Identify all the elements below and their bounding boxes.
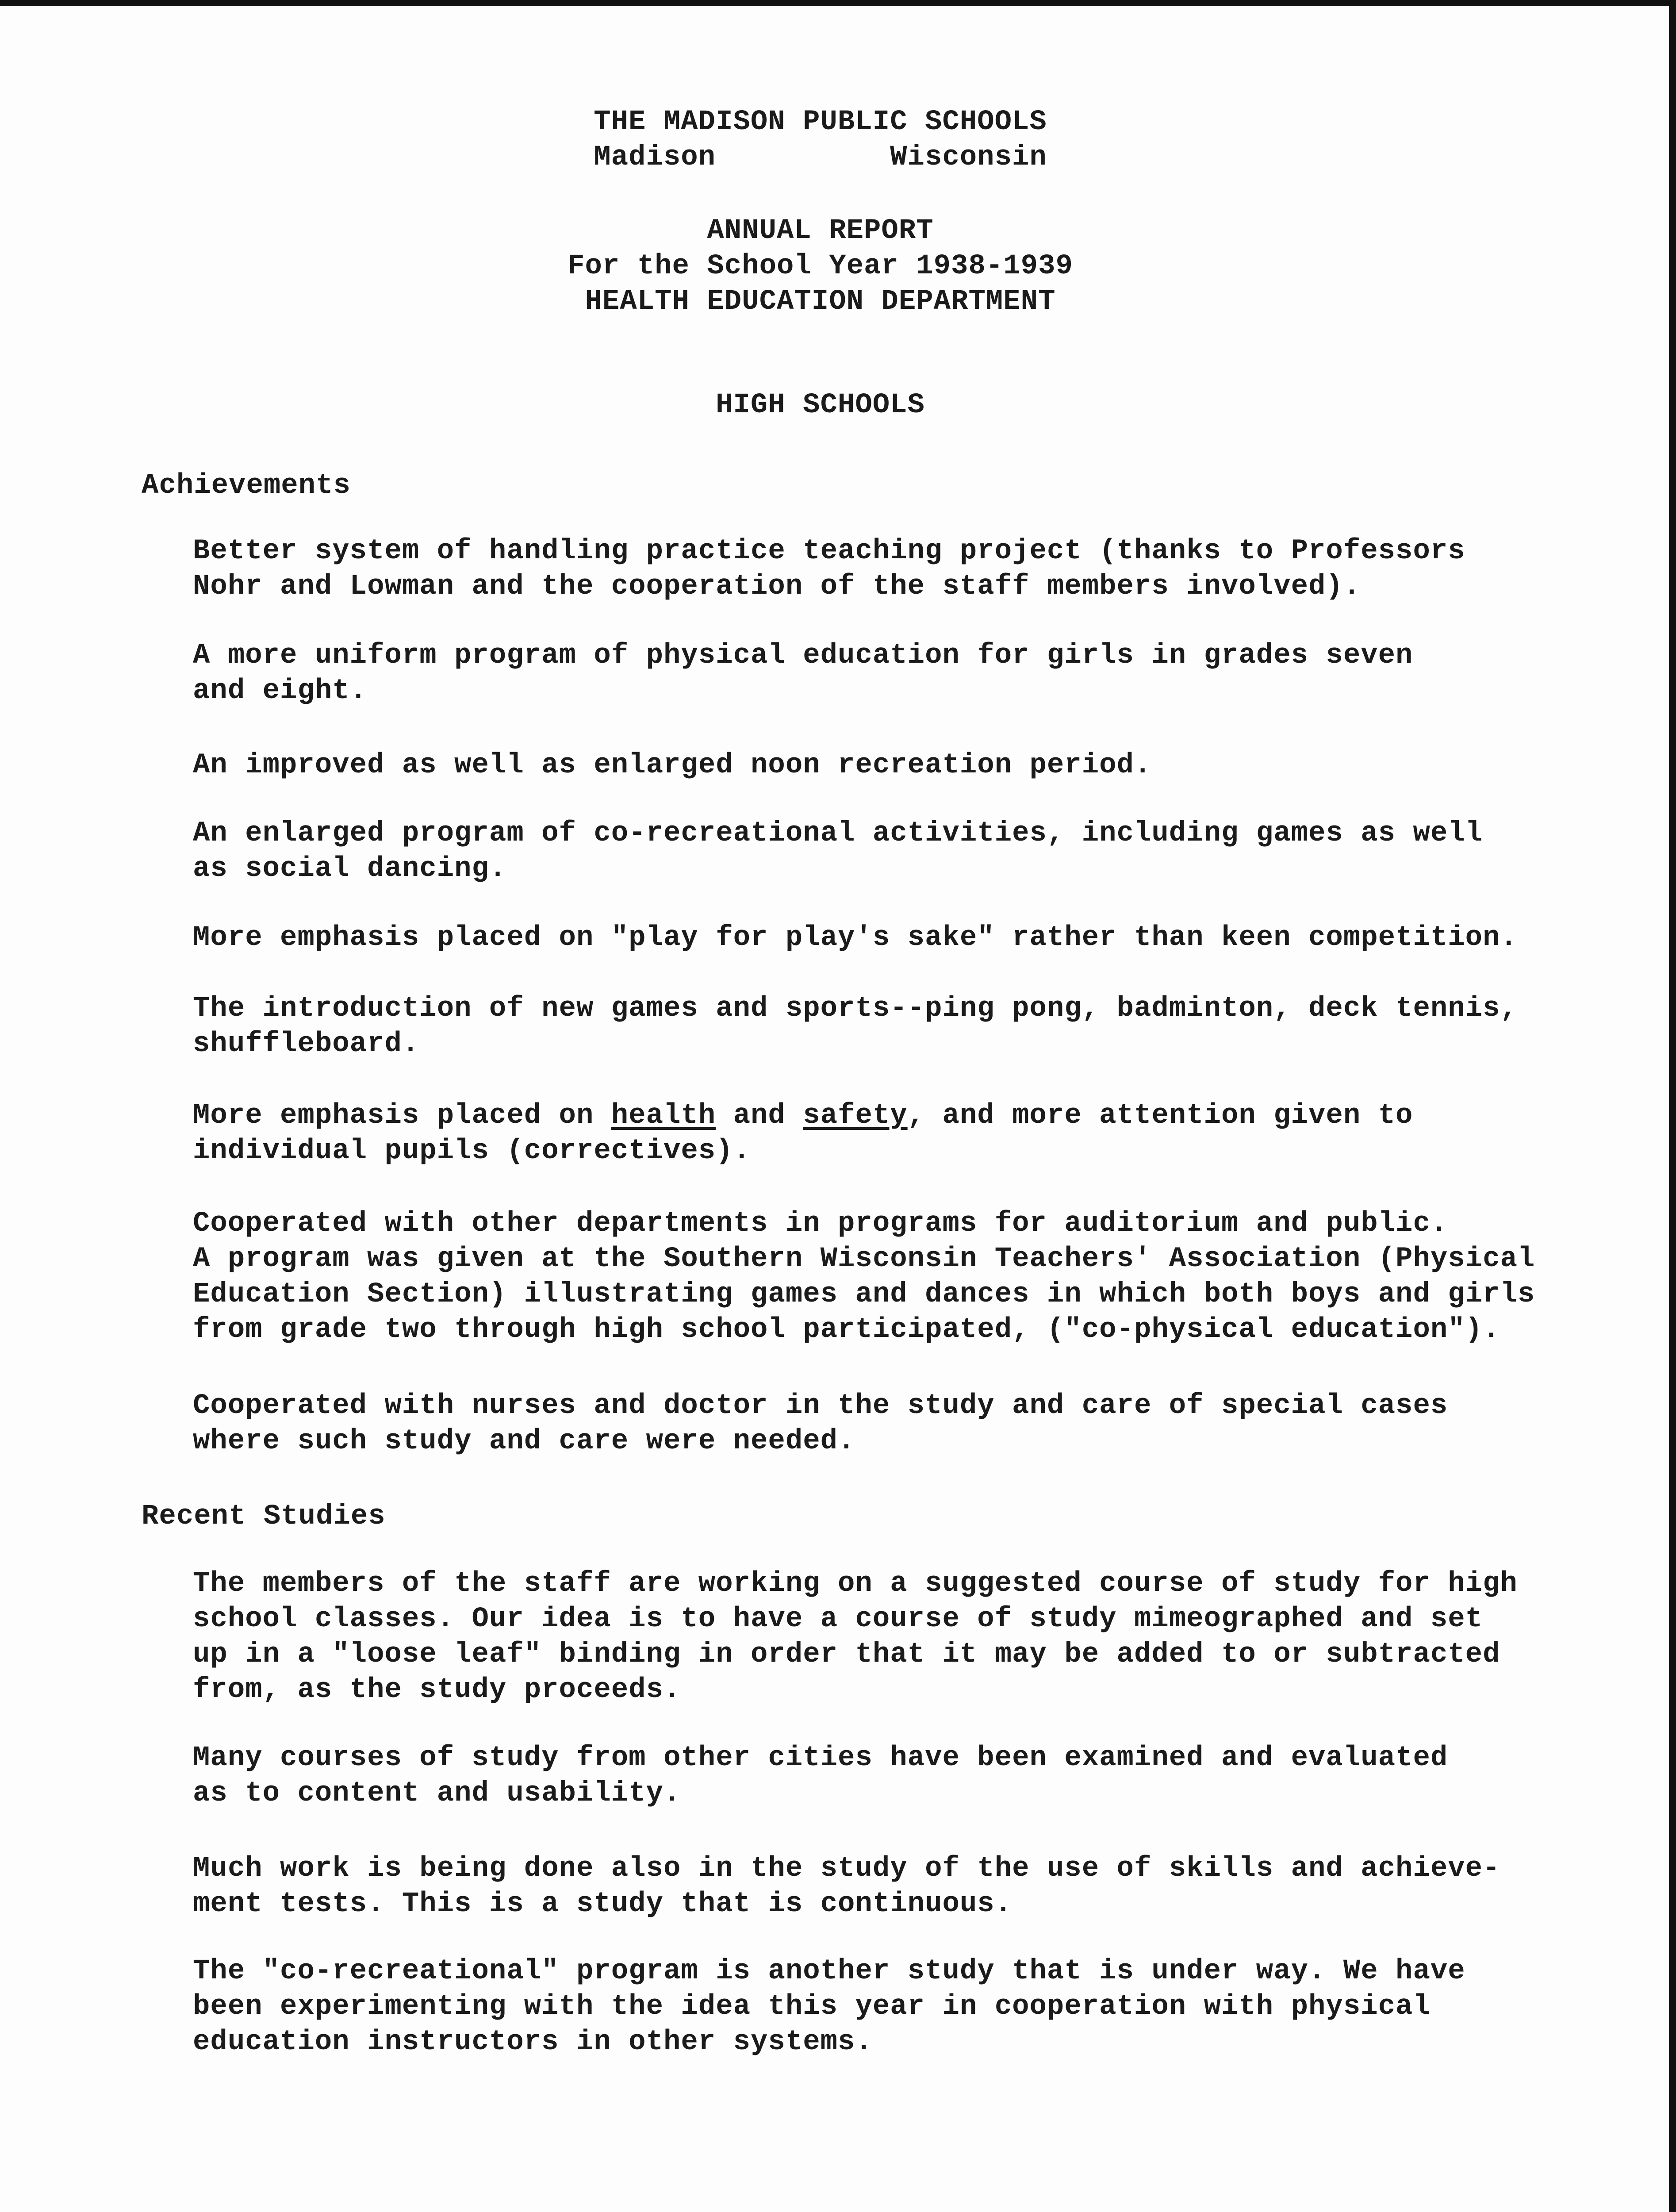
section-title: HIGH SCHOOLS	[716, 389, 925, 421]
text-fragment: , and more attention given to	[907, 1100, 1413, 1132]
achievement-paragraph-7	[193, 1098, 1608, 1169]
text-fragment: and	[716, 1100, 803, 1132]
section-title-block	[0, 388, 1658, 423]
paragraph-line: and eight.	[193, 675, 368, 707]
paragraph-line: education instructors in other systems.	[193, 2026, 873, 2058]
underlined-safety: safety	[803, 1100, 908, 1132]
paragraph-line: as social dancing.	[193, 853, 507, 885]
achievement-paragraph-1	[193, 534, 1608, 604]
achievement-paragraph-8	[193, 1206, 1608, 1348]
study-paragraph-4	[193, 1954, 1608, 2060]
paragraph-line: An improved as well as enlarged noon recreation period.	[193, 749, 1152, 781]
report-title: ANNUAL REPORT	[707, 215, 934, 247]
achievement-paragraph-9	[193, 1388, 1608, 1459]
paragraph-line: school classes. Our idea is to have a course of study mimeographed and set	[193, 1603, 1483, 1635]
paragraph-line: A program was given at the Southern Wisconsin Teachers' Association (Physical	[193, 1243, 1535, 1275]
paragraph-line: as to content and usability.	[193, 1778, 681, 1809]
achievement-paragraph-5	[193, 920, 1608, 956]
paragraph-line: Cooperated with other departments in programs for auditorium and public.	[193, 1208, 1448, 1240]
paragraph-line: Education Section) illustrating games and dances in which both boys and girls	[193, 1279, 1535, 1310]
paragraph-line: More emphasis placed on "play for play's sake" rather than keen competition.	[193, 922, 1518, 954]
paragraph-line: Many courses of study from other cities have been examined and evaluated	[193, 1742, 1448, 1774]
underlined-health: health	[611, 1100, 716, 1132]
letterhead	[0, 104, 1658, 175]
report-school-year: For the School Year 1938-1939	[568, 250, 1073, 282]
paragraph-line: shuffleboard.	[193, 1028, 420, 1060]
achievements-heading: Achievements	[142, 470, 351, 502]
text-fragment: More emphasis placed on	[193, 1100, 611, 1132]
paragraph-line: where such study and care were needed.	[193, 1425, 855, 1457]
achievement-paragraph-3	[193, 748, 1608, 783]
paragraph-line: Better system of handling practice teaching project (thanks to Professors	[193, 535, 1465, 567]
letterhead-location: Madison Wisconsin	[594, 142, 1047, 173]
achievement-paragraph-4	[193, 816, 1608, 887]
achievement-paragraph-2	[193, 638, 1608, 709]
paragraph-line: been experimenting with the idea this year in cooperation with physical	[193, 1991, 1431, 2023]
paragraph-line	[193, 1098, 1608, 1133]
paragraph-line: ment tests. This is a study that is continuous.	[193, 1888, 1013, 1920]
paragraph-line: The members of the staff are working on a suggested course of study for high	[193, 1568, 1518, 1600]
achievement-paragraph-6	[193, 991, 1608, 1062]
paragraph-line: from, as the study proceeds.	[193, 1674, 681, 1706]
paragraph-line: A more uniform program of physical education for girls in grades seven	[193, 640, 1413, 672]
paragraph-line: Cooperated with nurses and doctor in the study and care of special cases	[193, 1390, 1448, 1422]
recent-studies-heading: Recent Studies	[142, 1501, 386, 1532]
report-title-block	[0, 213, 1658, 319]
letterhead-school-name: THE MADISON PUBLIC SCHOOLS	[594, 106, 1047, 138]
paragraph-line: Much work is being done also in the study of the use of skills and achieve-	[193, 1853, 1500, 1885]
paragraph-line: from grade two through high school participated, ("co-physical education").	[193, 1314, 1500, 1346]
paragraph-line: up in a "loose leaf" binding in order that it may be added to or subtracted	[193, 1639, 1500, 1671]
paragraph-line: Nohr and Lowman and the cooperation of the staff members involved).	[193, 571, 1361, 603]
paragraph-line: The "co-recreational" program is another study that is under way. We have	[193, 1955, 1465, 1987]
study-paragraph-2	[193, 1740, 1608, 1811]
study-paragraph-1	[193, 1566, 1608, 1708]
paragraph-line: The introduction of new games and sports--ping pong, badminton, deck tennis,	[193, 993, 1518, 1025]
report-department: HEALTH EDUCATION DEPARTMENT	[585, 286, 1056, 318]
paragraph-line: individual pupils (correctives).	[193, 1135, 751, 1167]
paragraph-line: An enlarged program of co-recreational activities, including games as well	[193, 818, 1483, 849]
study-paragraph-3	[193, 1851, 1608, 1922]
